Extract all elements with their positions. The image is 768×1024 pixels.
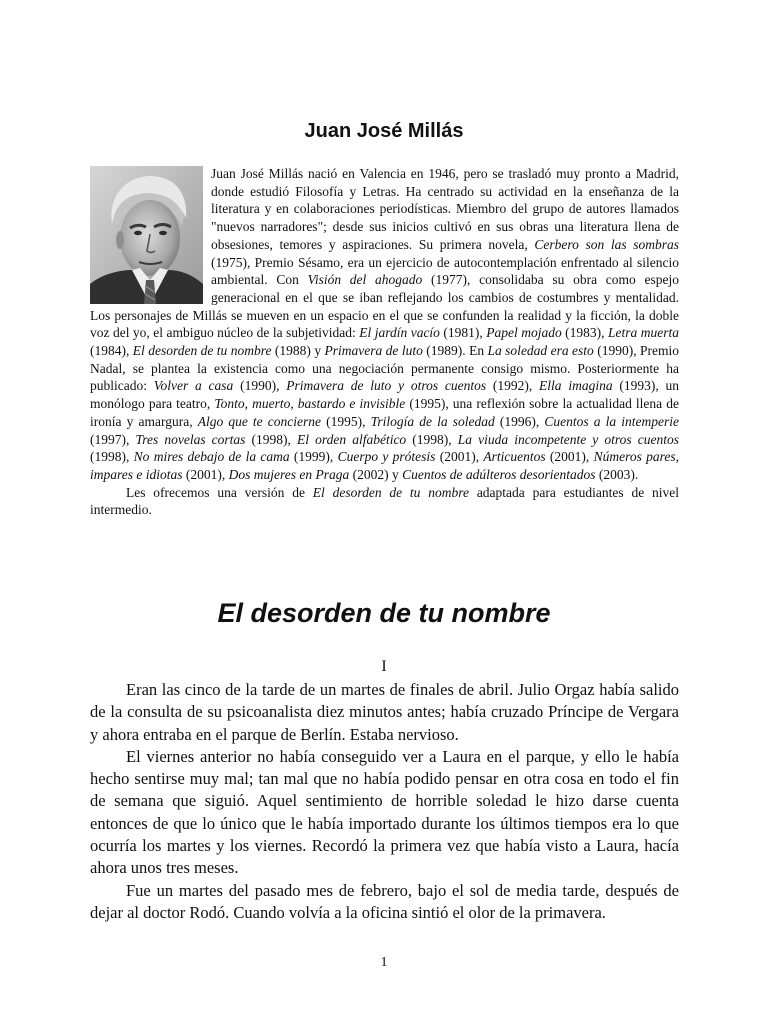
biography-text: (1996), xyxy=(494,413,545,429)
book-title-text: Primavera de luto y otros cuentos xyxy=(286,378,487,394)
biography-text: (1998), xyxy=(90,449,134,465)
biography-text: (1981), xyxy=(439,325,487,341)
story-text xyxy=(90,679,679,924)
biography-text: (1995), una reflexión sobre la actualidad llena de ironía y amargura, xyxy=(90,396,679,429)
biography-text: (1984), xyxy=(90,343,133,359)
biography-text: (1993), un monólogo para teatro, xyxy=(90,378,680,412)
book-title-text: Dos mujeres en Praga xyxy=(228,466,350,482)
biography-text: Les ofrecemos una versión de xyxy=(126,484,313,500)
book-title-text: Tonto, muerto, bastardo e invisible xyxy=(214,396,406,412)
biography-text: (2003). xyxy=(595,466,639,482)
biography-text: (1988) y xyxy=(271,343,325,359)
book-title-text: Números pares, impares e idiotas xyxy=(90,449,679,482)
biography-closing-paragraph xyxy=(90,484,679,519)
biography-text: (1977), consolidaba su obra como espejo generacional en el que se iban reflejando los cambios de costumbres y mentalidad. Los personajes de Millás se mueven en un espacio en el que se confunden la realidad y la ficción, la doble voz del yo, el ambiguo núcleo de la subjetividad: xyxy=(90,272,680,341)
book-title-text: Ella imagina xyxy=(539,378,613,394)
book-title-text: La viuda incompetente y otros cuentos xyxy=(457,431,679,447)
story-title: El desorden de tu nombre xyxy=(217,598,551,628)
book-title-text: El jardín vacío xyxy=(359,325,440,341)
biography-text: (1998), xyxy=(406,431,458,447)
biography-text: (1992), xyxy=(486,378,540,394)
book-title-text: El orden alfabético xyxy=(297,431,407,447)
book-title-text: Articuentos xyxy=(483,449,546,465)
biography-text: (1997), xyxy=(90,431,136,447)
biography-text: Juan José Millás nació en Valencia en 1946, pero se trasladó muy pronto a Madrid, donde estudió Filosofía y Letras. Ha centrado su actividad en la enseñanza de la literatura y en colaboraciones periodísticas. Miembro del grupo de autores llamados "nuevos narradores"; desde sus inicios cultivó en sus obras una literatura llena de obsesiones, temores y aspiraciones. Su primera novela, xyxy=(211,166,679,252)
biography-text: (1995), xyxy=(321,413,371,429)
author-portrait xyxy=(90,166,203,304)
book-title-text: Papel mojado xyxy=(486,325,562,341)
biography-text: (1990), xyxy=(233,378,287,394)
book-title-text: Cuentos de adúlteros desorientados xyxy=(402,466,596,482)
book-title-text: Trilogía de la soledad xyxy=(370,413,495,429)
biography-text: (1975), Premio Sésamo, era un ejercicio de autocontemplación enfrentado al silencio ambiental. Con xyxy=(211,254,679,288)
book-title-text: No mires debajo de la cama xyxy=(133,449,290,465)
biography-text: (2002) y xyxy=(349,466,403,482)
book-title-text: Algo que te concierne xyxy=(197,413,322,429)
biography-text: (1999), xyxy=(289,449,338,465)
author-biography xyxy=(90,165,679,519)
book-title-text: Volver a casa xyxy=(153,378,234,394)
biography-text: adaptada para estudiantes de nivel intermedio. xyxy=(90,484,679,518)
book-title-text: Tres novelas cortas xyxy=(135,431,246,447)
book-title-text: Cuentos a la intemperie xyxy=(544,413,679,429)
book-title-text: La soledad era esto xyxy=(487,343,594,359)
biography-text: (2001), xyxy=(435,449,484,465)
biography-text: (1990), Premio Nadal, se plantea la existencia como una negociación permanente consigo mismo. Posteriormente ha publicado: xyxy=(90,343,679,394)
book-title-text: El desorden de tu nombre xyxy=(312,484,469,500)
biography-text: (2001), xyxy=(182,466,229,482)
author-heading: Juan José Millás xyxy=(304,120,464,142)
biography-text: (2001), xyxy=(545,449,594,465)
biography-text: (1998), xyxy=(245,431,297,447)
page-number: 1 xyxy=(380,955,388,970)
book-title-text: Visión del ahogado xyxy=(307,272,423,288)
book-title-text: Cerbero son las sombras xyxy=(534,236,680,252)
story-paragraph: Fue un martes del pasado mes de febrero, bajo el sol de media tarde, después de dejar al doctor Rodó. Cuando volvía a la oficina sintió el olor de la primavera. xyxy=(90,880,679,922)
biography-text: (1989). En xyxy=(422,343,488,359)
chapter-number: I xyxy=(381,658,387,675)
author-portrait-photo xyxy=(90,166,203,304)
story-paragraph: El viernes anterior no había conseguido ver a Laura en el parque, y ello le había hecho sentirse muy mal; tan mal que no había podido pensar en otra cosa en todo el fin de semana que siguió. Aquel sentimiento de horrible soledad le hizo darse cuenta entonces de que lo único que le había importado durante los últimos tiempos era lo que ocurría los martes y los viernes. Recordó la primera vez que había visto a Laura, hacía ahora unos tres meses. xyxy=(90,746,679,878)
book-title-text: Letra muerta xyxy=(608,325,679,341)
biography-text: (1983), xyxy=(561,325,609,341)
book-title-text: El desorden de tu nombre xyxy=(132,343,272,359)
book-title-text: Primavera de luto xyxy=(324,343,423,359)
story-paragraph: Eran las cinco de la tarde de un martes de finales de abril. Julio Orgaz había salido de la consulta de su psicoanalista diez minutos antes; había cruzado Príncipe de Vergara y ahora entraba en el parque de Berlín. Estaba nervioso. xyxy=(90,680,679,744)
book-title-text: Cuerpo y prótesis xyxy=(337,449,436,465)
